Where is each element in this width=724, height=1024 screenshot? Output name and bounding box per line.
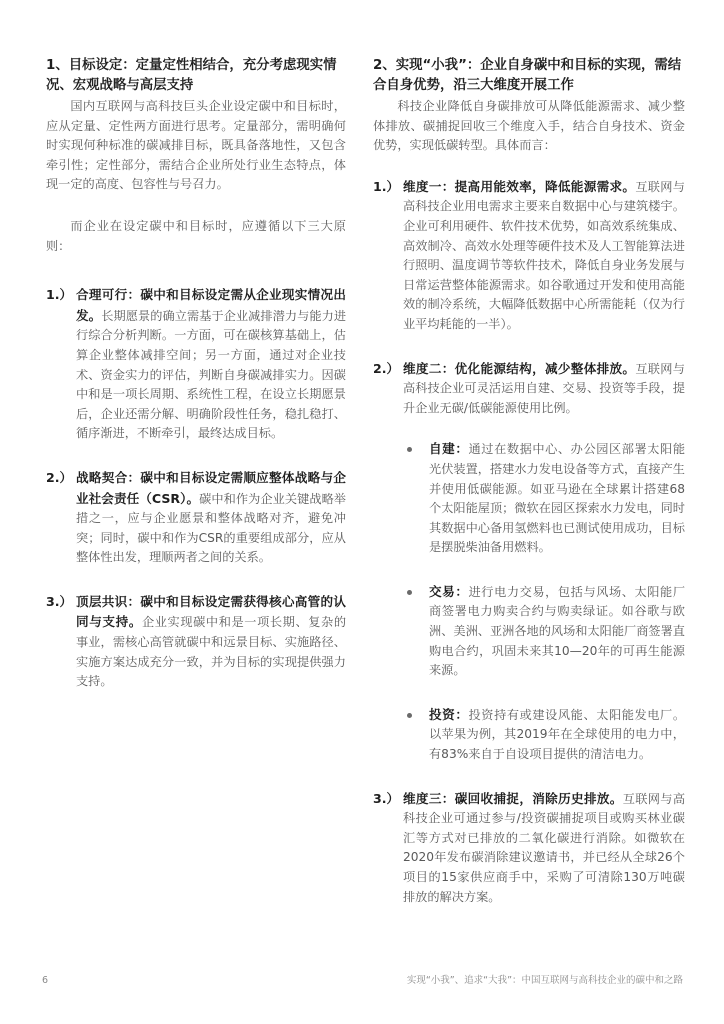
- bullet-item-invest: [373, 705, 685, 765]
- principle-item-2: [46, 468, 346, 568]
- bullet-lead: 交易：: [429, 583, 469, 599]
- principles-intro: 而企业在设定碳中和目标时，应遵循以下三大原则：: [46, 218, 346, 253]
- section-1-heading: 1、目标设定：定量定性相结合，充分考虑现实情况、宏观战略与高层支持: [46, 58, 337, 93]
- bullet-lead: 自建：: [429, 441, 469, 457]
- section-1-intro: 国内互联网与高科技巨头企业设定碳中和目标时，应从定量、定性两方面进行思考。定量部分，需明确何时实现何种标准的碳减排目标，既具备落地性，又包含牵引性；定性部分，需结合企业所处行业生态特点，体现一定的高度、包容性与号召力。: [46, 99, 346, 192]
- principle-lead: 合理可行：碳中和目标设定需从企业现实情况出发。: [76, 287, 346, 323]
- principle-number: 1.）: [46, 287, 73, 303]
- bullet-item-trade: [373, 582, 685, 681]
- bullet-lead: 投资：: [429, 706, 469, 722]
- left-column: [46, 56, 346, 692]
- principle-lead: 顶层共识：碳中和目标设定需获得核心高管的认同与支持。: [76, 593, 346, 630]
- principle-text: 企业实现碳中和是一项长期、复杂的事业，需核心高管就碳中和远景目标、实施路径、实施方案达成充分一致，并为目标的实现提供强力支持。: [76, 615, 347, 689]
- section-2-intro: 科技企业降低自身碳排放可从降低能源需求、减少整体排放、碳捕捉回收三个维度入手，结合自身技术、资金优势，实现低碳转型。具体而言：: [373, 99, 685, 153]
- dimension-number: 3.）: [373, 790, 400, 806]
- section-2-heading: 2、实现“小我”：企业自身碳中和目标的实现，需结合自身优势，沿三大维度开展工作: [373, 58, 682, 93]
- footer-doc-title: 实现“小我”、追求“大我”：中国互联网与高科技企业的碳中和之路: [406, 975, 683, 986]
- dimension-number: 1.）: [373, 178, 400, 194]
- dimension-item-3: [373, 789, 685, 908]
- principle-number: 2.）: [46, 469, 73, 485]
- dimension-lead: 维度二：优化能源结构，减少整体排放。: [403, 360, 636, 376]
- right-column: [373, 56, 685, 907]
- principle-text: 长期愿景的确立需基于企业减排潜力与能力进行综合分析判断。一方面，可在碳核算基础上，估算企业整体减排空间；另一方面，通过对企业技术、资金实力的评估，判断自身碳减排实力。因碳中和是一项长周期、系统性工程，在设立长期愿景后，企业还需分解、明确阶段性任务，稳扎稳打、循序渐进，不断牵引，最终达成目标。: [76, 308, 347, 441]
- bullet-dot-icon: [407, 590, 412, 595]
- principle-text: 碳中和作为企业关键战略举措之一，应与企业愿景和整体战略对齐，避免冲突；同时，碳中和作为CSR的重要组成部分，应从整体性出发，理顺两者之间的关系。: [76, 491, 346, 565]
- bullet-dot-icon: [407, 713, 412, 718]
- bullet-item-build: [373, 439, 685, 558]
- dimension-text: 互联网与高科技企业用电需求主要来自数据中心与建筑楼宇。企业可利用硬件、软件技术优势，如高效系统集成、高效制冷、高效水处理等硬件技术及人工智能算法进行照明、温度调节等软件技术，降低自身业务发展与日常运营整体能源需求。如谷歌通过开发和使用高能效的制冷系统，大幅降低数据中心所需能耗（仅为行业平均耗能的一半）。: [403, 179, 685, 331]
- principle-number: 3.）: [46, 593, 73, 609]
- bullet-text: 进行电力交易，包括与风场、太阳能厂商签署电力购卖合约与购卖绿证。如谷歌与欧洲、美洲、亚洲各地的风场和太阳能厂商签署直购电合约，巩固未来其10—20年的可再生能源来源。: [429, 584, 686, 678]
- principle-item-3: [46, 592, 346, 692]
- dimension-text: 互联网与高科技企业可通过参与/投资碳捕捉项目或购买林业碳汇等方式对已排放的二氧化碳进行消除。如微软在2020年发布碳消除建议邀请书，并已经从全球26个项目的15家供应商手中，采购了可清除130万吨碳排放的解决方案。: [403, 791, 686, 904]
- dimension-item-1: [373, 177, 685, 335]
- bullet-text: 通过在数据中心、办公园区部署太阳能光伏装置，搭建水力发电设备等方式，直接产生并使用低碳能源。如亚马逊在全球累计搭建68个太阳能屋顶；微软在园区探索水力发电，同时其数据中心备用氢燃料也已测试使用成功，目标是摆脱柴油备用燃料。: [429, 442, 686, 555]
- dimension-lead: 维度一：提高用能效率，降低能源需求。: [403, 178, 636, 194]
- bullet-text: 投资持有或建设风能、太阳能发电厂。以苹果为例，其2019年在全球使用的电力中，有83%来自于自设项目提供的清洁电力。: [429, 707, 686, 762]
- principle-lead: 战略契合：碳中和目标设定需顺应整体战略与企业社会责任（CSR）。: [76, 469, 346, 506]
- dimension-item-2: [373, 359, 685, 419]
- dimension-lead: 维度三：碳回收捕捉，消除历史排放。: [403, 790, 623, 806]
- dimension-number: 2.）: [373, 360, 400, 376]
- bullet-dot-icon: [407, 447, 412, 452]
- principle-item-1: [46, 285, 346, 444]
- dimension-text: 互联网与高科技企业可灵活运用自建、交易、投资等手段，提升企业无碳/低碳能源使用比例。: [403, 361, 685, 415]
- page-number: 6: [42, 975, 49, 986]
